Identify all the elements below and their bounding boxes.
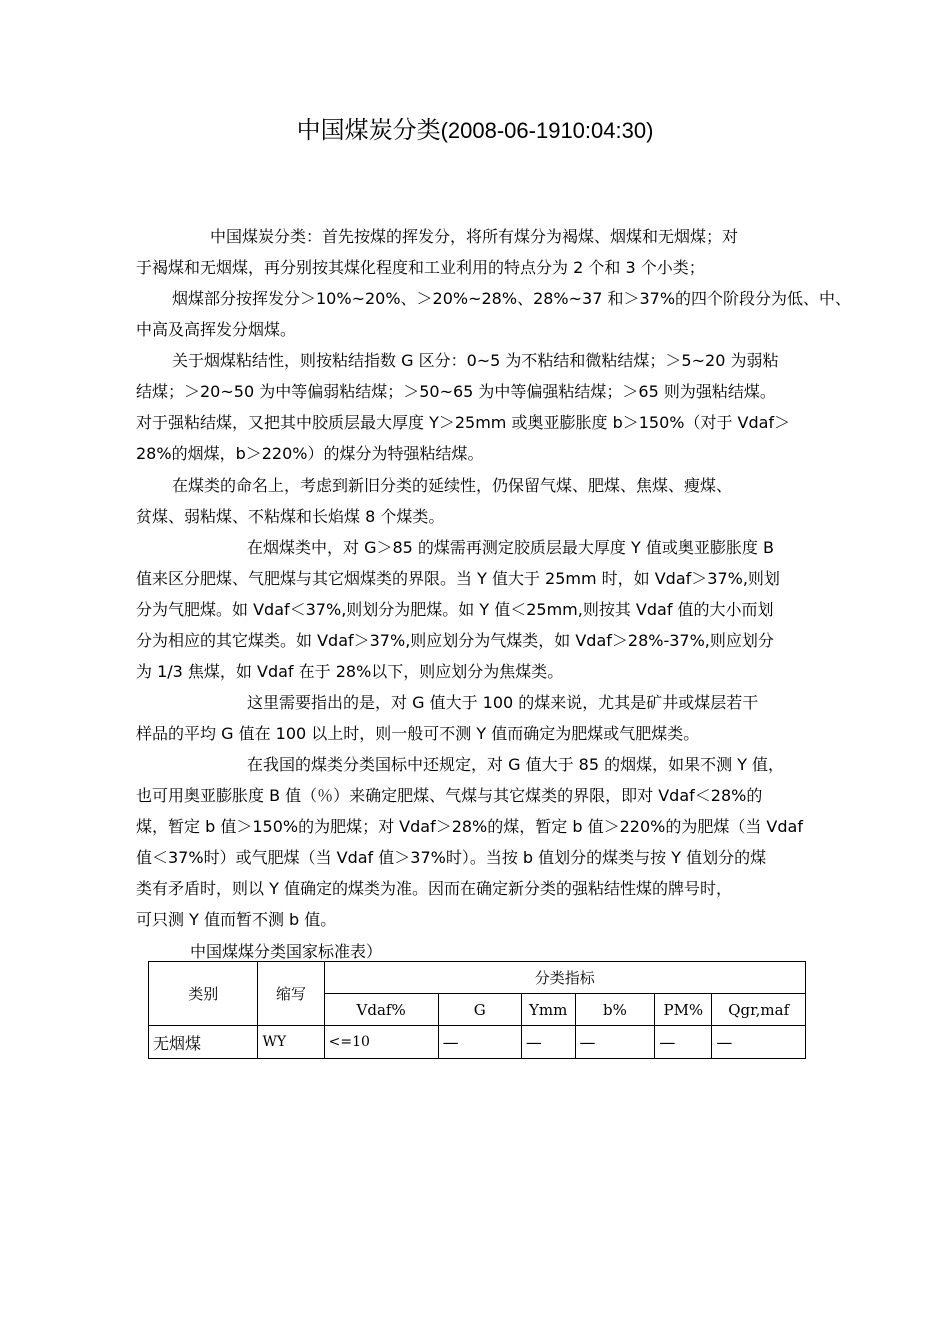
paragraph-line: 煤，暂定 b 值＞150%的为肥煤；对 Vdaf＞28%的煤，暂定 b 值＞220%的为肥煤（当 Vdaf — [136, 817, 803, 836]
paragraph-line: 结煤；＞20~50 为中等偏弱粘结煤；＞50~65 为中等偏强粘结煤；＞65 则为强粘结煤。 — [136, 382, 776, 401]
cell-b: — — [575, 1026, 655, 1059]
header-b: b% — [575, 994, 655, 1026]
paragraph-line: 值来区分肥煤、气肥煤与其它烟煤类的界限。当 Y 值大于 25mm 时，如 Vdaf＞37%,则划 — [136, 569, 780, 588]
title-date: (2008-06-1910:04:30) — [440, 118, 654, 143]
header-qgr: Qgr,maf — [712, 994, 806, 1026]
paragraph-line: 贫煤、弱粘煤、不粘煤和长焰煤 8 个煤类。 — [136, 507, 445, 526]
paragraph-line: 也可用奥亚膨胀度 B 值（％）来确定肥煤、气煤与其它煤类的界限，即对 Vdaf＜28%的 — [136, 786, 763, 805]
paragraph-line: 烟煤部分按挥发分＞10%~20%、＞20%~28%、28%~37 和＞37%的四个阶段分为低、中、 — [172, 289, 852, 308]
paragraph-line: 这里需要指出的是，对 G 值大于 100 的煤来说，尤其是矿井或煤层若干 — [247, 693, 759, 712]
paragraph-line: 类有矛盾时，则以 Y 值确定的煤类为准。因而在确定新分类的强粘结性煤的牌号时， — [136, 879, 732, 898]
cell-vdaf: <=10 — [324, 1026, 438, 1059]
header-pm: PM% — [655, 994, 712, 1026]
header-category: 类别 — [149, 962, 258, 1026]
paragraph-line: 对于强粘结煤，又把其中胶质层最大厚度 Y＞25mm 或奥亚膨胀度 b＞150%（对于 Vdaf＞ — [136, 413, 791, 432]
paragraph-line: 为 1/3 焦煤，如 Vdaf 在于 28%以下，则应划分为焦煤类。 — [136, 662, 564, 681]
paragraph-line: 在烟煤类中，对 G＞85 的煤需再测定胶质层最大厚度 Y 值或奥亚膨胀度 B — [247, 538, 774, 557]
paragraph-line: 值＜37%时）或气肥煤（当 Vdaf 值＞37%时）。当按 b 值划分的煤类与按 Y 值划分的煤 — [136, 848, 767, 867]
paragraph-line: 28%的烟煤，b＞220%）的煤分为特强粘结煤。 — [136, 444, 484, 463]
title-main: 中国煤炭分类 — [296, 116, 441, 144]
page-title — [0, 112, 950, 149]
paragraph-line: 样品的平均 G 值在 100 以上时，则一般可不测 Y 值而确定为肥煤或气肥煤类。 — [136, 724, 700, 743]
header-abbr: 缩写 — [258, 962, 324, 1026]
header-vdaf: Vdaf% — [324, 994, 438, 1026]
table-caption: 中国煤煤分类国家标准表） — [190, 942, 383, 961]
table-row — [149, 1026, 806, 1059]
paragraph-line: 中高及高挥发分烟煤。 — [136, 320, 297, 339]
table-header-row — [149, 962, 806, 994]
cell-category: 无烟煤 — [149, 1026, 258, 1059]
paragraph-line: 在我国的煤类分类国标中还规定，对 G 值大于 85 的烟煤，如果不测 Y 值， — [247, 755, 785, 774]
paragraph-line: 在煤类的命名上，考虑到新旧分类的延续性，仍保留气煤、肥煤、焦煤、瘦煤、 — [172, 476, 733, 495]
header-group: 分类指标 — [324, 962, 805, 994]
paragraph-line: 分为气肥煤。如 Vdaf＜37%,则划分为肥煤。如 Y 值＜25mm,则按其 Vdaf 值的大小而划 — [136, 600, 774, 619]
cell-ymm: — — [521, 1026, 575, 1059]
paragraph-line: 分为相应的其它煤类。如 Vdaf＞37%,则应划分为气煤类，如 Vdaf＞28%-37%,则应划分 — [136, 631, 774, 650]
header-g: G — [438, 994, 521, 1026]
cell-qgr: — — [712, 1026, 806, 1059]
cell-g: — — [438, 1026, 521, 1059]
paragraph-line: 关于烟煤粘结性，则按粘结指数 G 区分：0~5 为不粘结和微粘结煤；＞5~20 为弱粘 — [172, 351, 779, 370]
paragraph-line: 于褐煤和无烟煤，再分别按其煤化程度和工业利用的特点分为 2 个和 3 个小类； — [136, 258, 705, 277]
header-ymm: Ymm — [521, 994, 575, 1026]
cell-abbr: WY — [258, 1026, 324, 1059]
coal-classification-table — [148, 961, 806, 1059]
paragraph-line: 可只测 Y 值而暂不测 b 值。 — [136, 910, 337, 929]
cell-pm: — — [655, 1026, 712, 1059]
paragraph-line: 中国煤炭分类：首先按煤的挥发分，将所有煤分为褐煤、烟煤和无烟煤；对 — [210, 227, 739, 246]
